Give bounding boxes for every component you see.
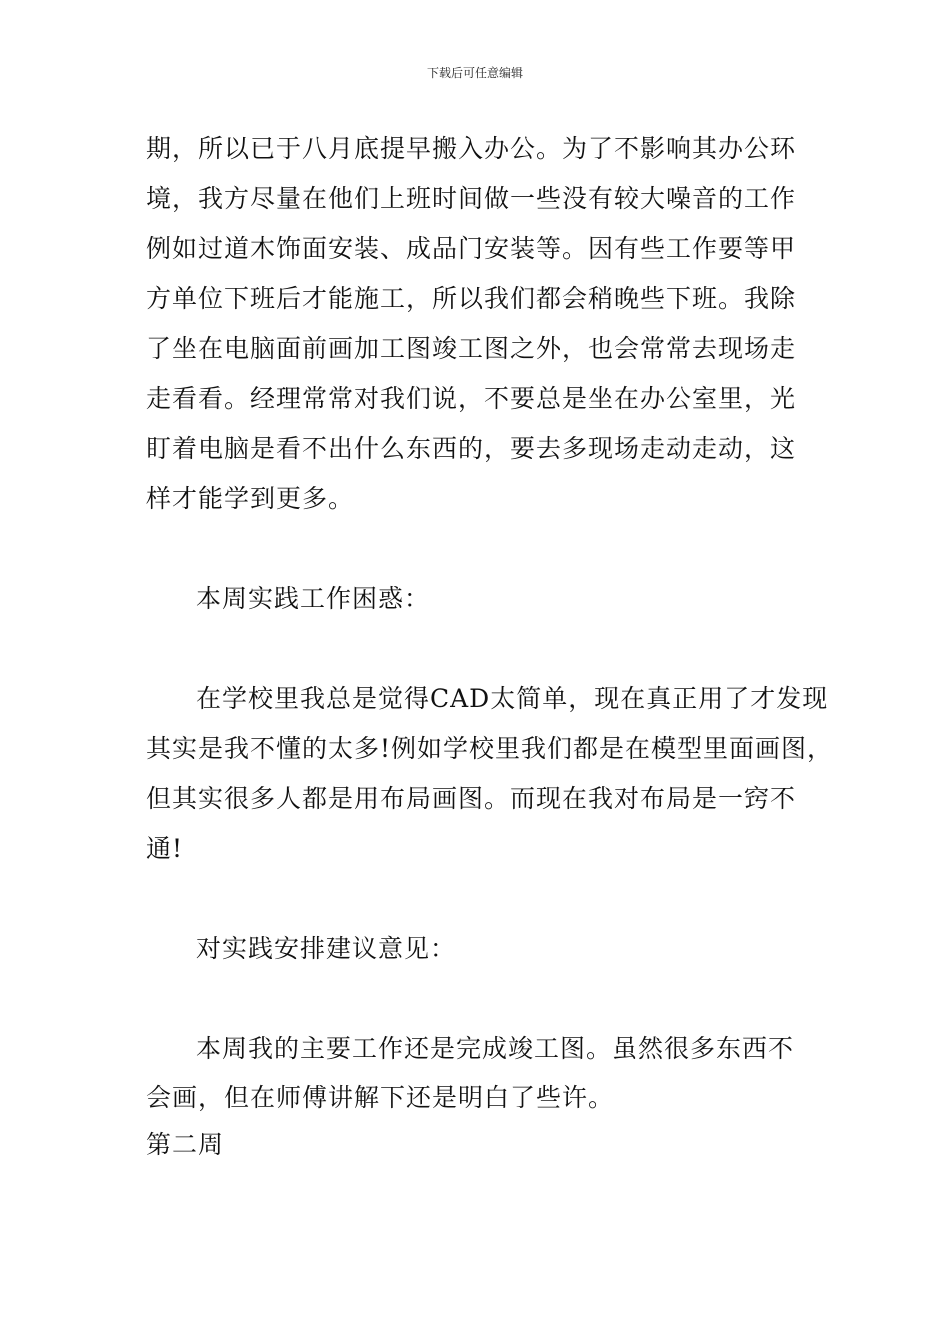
page-header: 下载后可任意编辑	[426, 66, 523, 80]
heading-work-confusion: 本周实践工作困惑：	[196, 584, 431, 613]
text-line: 会画，但在师傅讲解下还是明白了些许。	[146, 1083, 615, 1112]
paragraph-main-work	[146, 1024, 816, 1121]
paragraph-work-schedule	[146, 124, 816, 524]
text-line: 例如过道木饰面安装、成品门安装等。因有些工作要等甲	[146, 234, 797, 263]
paragraph-spacer	[146, 524, 816, 574]
text-line: 走看看。经理常常对我们说，不要总是坐在办公室里，光	[146, 384, 797, 413]
text-line: 本周我的主要工作还是完成竣工图。虽然很多东西不	[196, 1034, 795, 1063]
text-line: 盯着电脑是看不出什么东西的，要去多现场走动走动，这	[146, 434, 797, 463]
text-line: 了坐在电脑面前画加工图竣工图之外，也会常常去现场走	[146, 334, 797, 363]
text-line: 样才能学到更多。	[146, 484, 355, 513]
text-line: 但其实很多人都是用布局画图。而现在我对布局是一窍不	[146, 784, 797, 813]
text-line: 通!	[146, 834, 184, 863]
text-line: 在学校里我总是觉得CAD太简单，现在真正用了才发现	[196, 684, 829, 713]
text-line: 方单位下班后才能施工，所以我们都会稍晚些下班。我除	[146, 284, 797, 313]
document-body	[146, 124, 834, 1168]
paragraph-spacer	[146, 624, 816, 674]
paragraph-spacer	[146, 874, 816, 924]
section-title-week-two: 第二周	[146, 1130, 225, 1159]
paragraph-cad-confusion	[146, 674, 834, 874]
text-line: 其实是我不懂的太多!例如学校里我们都是在模型里面画图，	[146, 734, 834, 763]
heading-suggestions: 对实践安排建议意见：	[196, 934, 457, 963]
text-line: 境，我方尽量在他们上班时间做一些没有较大噪音的工作	[146, 184, 797, 213]
paragraph-spacer	[146, 974, 816, 1024]
text-line: 期，所以已于八月底提早搬入办公。为了不影响其办公环	[146, 134, 797, 163]
